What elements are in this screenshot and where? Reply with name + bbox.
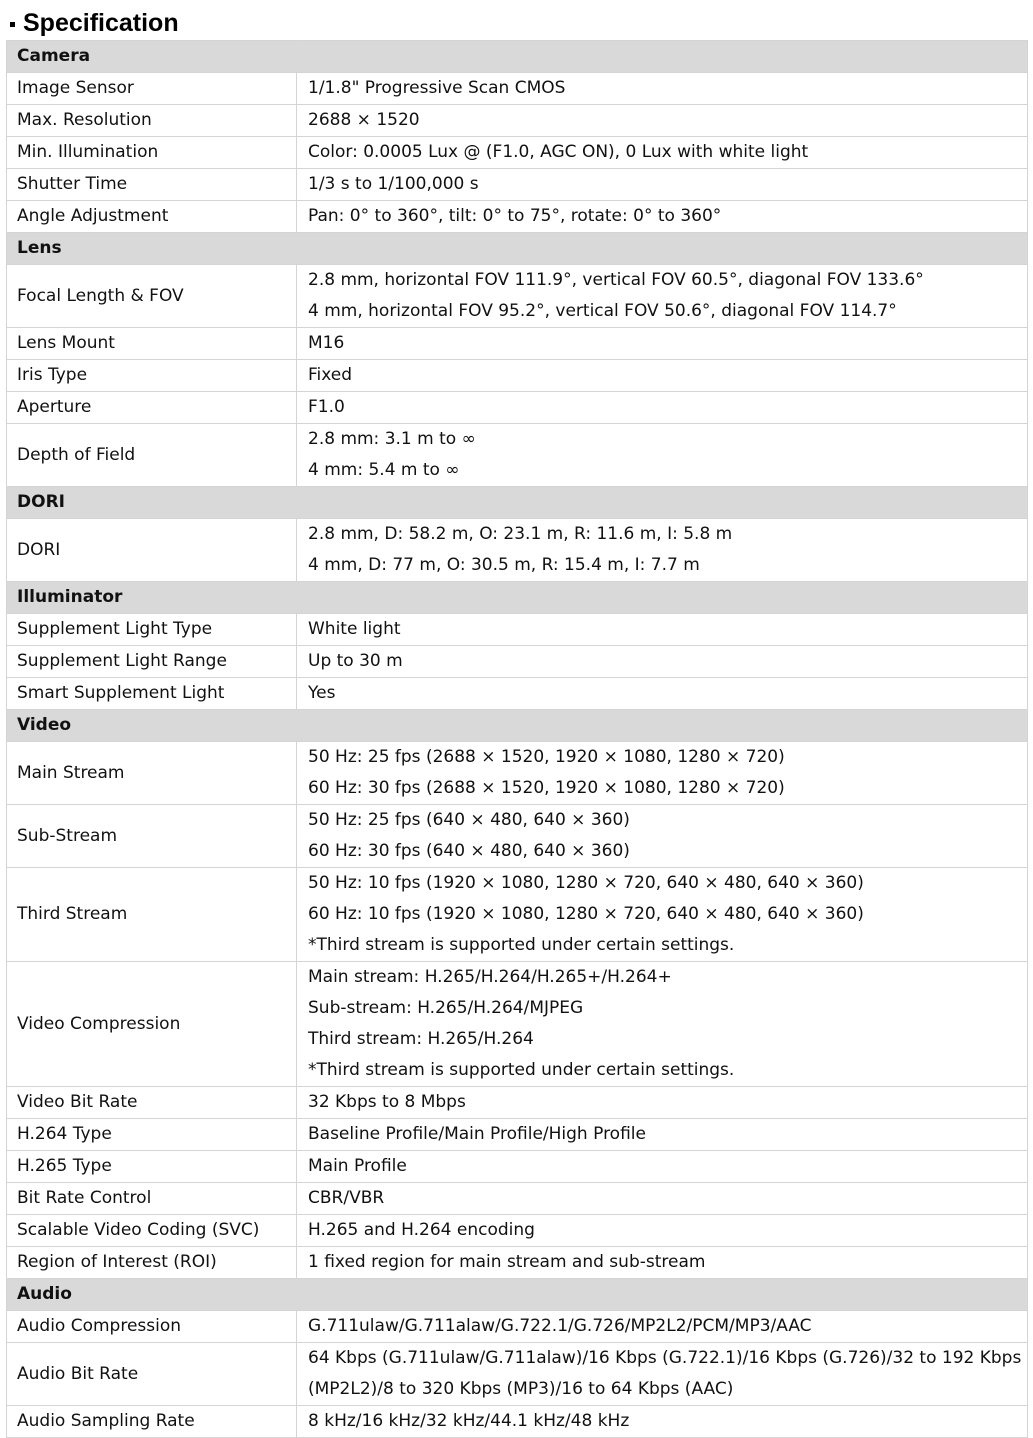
- spec-label: Focal Length & FOV: [7, 265, 297, 328]
- spec-value: [297, 105, 1028, 137]
- table-row: [7, 328, 1028, 360]
- spec-label: Video Bit Rate: [7, 1087, 297, 1119]
- section-title: DORI: [7, 487, 297, 519]
- spec-value: [297, 868, 1028, 962]
- spec-value: [297, 328, 1028, 360]
- spec-value-line: 50 Hz: 10 fps (1920 × 1080, 1280 × 720, 640 × 480, 640 × 360): [308, 873, 864, 893]
- spec-value: [297, 1311, 1028, 1343]
- spec-label: Bit Rate Control: [7, 1183, 297, 1215]
- spec-label: Region of Interest (ROI): [7, 1247, 297, 1279]
- spec-label: Supplement Light Type: [7, 614, 297, 646]
- spec-value-line: 60 Hz: 30 fps (2688 × 1520, 1920 × 1080, 1280 × 720): [308, 778, 785, 798]
- spec-value: [297, 1406, 1028, 1438]
- spec-value: [297, 169, 1028, 201]
- spec-label: Supplement Light Range: [7, 646, 297, 678]
- spec-value: [297, 201, 1028, 233]
- section-header-fill: [297, 710, 1028, 742]
- spec-value-line: 2.8 mm: 3.1 m to ∞: [308, 429, 476, 449]
- spec-label: Depth of Field: [7, 424, 297, 487]
- section-title: Video: [7, 710, 297, 742]
- table-row: [7, 1151, 1028, 1183]
- spec-value: [297, 646, 1028, 678]
- spec-value-line: 1/1.8" Progressive Scan CMOS: [308, 78, 566, 98]
- spec-value: [297, 73, 1028, 105]
- spec-value: [297, 1247, 1028, 1279]
- section-header-camera: [7, 41, 1028, 73]
- spec-value-line: 4 mm: 5.4 m to ∞: [308, 460, 460, 480]
- spec-label: Sub-Stream: [7, 805, 297, 868]
- spec-value: [297, 678, 1028, 710]
- spec-value: [297, 137, 1028, 169]
- spec-value-line: Yes: [308, 683, 336, 703]
- spec-label: Video Compression: [7, 962, 297, 1087]
- spec-value-line: 60 Hz: 30 fps (640 × 480, 640 × 360): [308, 841, 630, 861]
- section-header-audio: [7, 1279, 1028, 1311]
- spec-label: Audio Sampling Rate: [7, 1406, 297, 1438]
- spec-value-line: 8 kHz/16 kHz/32 kHz/44.1 kHz/48 kHz: [308, 1411, 630, 1431]
- spec-value: [297, 519, 1028, 582]
- spec-value: [297, 1183, 1028, 1215]
- spec-value-line: F1.0: [308, 397, 345, 417]
- spec-label: H.264 Type: [7, 1119, 297, 1151]
- spec-value-line: 32 Kbps to 8 Mbps: [308, 1092, 466, 1112]
- spec-label: Aperture: [7, 392, 297, 424]
- section-header-illuminator: [7, 582, 1028, 614]
- specification-table-body: [7, 41, 1028, 1438]
- bullet-icon: [10, 22, 15, 27]
- table-row: [7, 962, 1028, 1087]
- section-header-fill: [297, 1279, 1028, 1311]
- spec-value-line: Fixed: [308, 365, 353, 385]
- table-row: [7, 1119, 1028, 1151]
- spec-value-line: (MP2L2)/8 to 320 Kbps (MP3)/16 to 64 Kbps (AAC): [308, 1379, 734, 1399]
- table-row: [7, 742, 1028, 805]
- table-row: [7, 805, 1028, 868]
- table-row: [7, 519, 1028, 582]
- table-row: [7, 1183, 1028, 1215]
- spec-value-line: Up to 30 m: [308, 651, 403, 671]
- page-title-text: Specification: [23, 8, 179, 37]
- specification-table: [6, 40, 1028, 1438]
- table-row: [7, 1087, 1028, 1119]
- spec-label: Angle Adjustment: [7, 201, 297, 233]
- spec-value: [297, 1215, 1028, 1247]
- spec-value-line: H.265 and H.264 encoding: [308, 1220, 535, 1240]
- spec-value-line: Main stream: H.265/H.264/H.265+/H.264+: [308, 967, 672, 987]
- table-row: [7, 1247, 1028, 1279]
- table-row: [7, 646, 1028, 678]
- section-header-video: [7, 710, 1028, 742]
- spec-value: [297, 1087, 1028, 1119]
- spec-value-line: Pan: 0° to 360°, tilt: 0° to 75°, rotate: 0° to 360°: [308, 206, 722, 226]
- spec-value-line: *Third stream is supported under certain settings.: [308, 935, 735, 955]
- spec-label: Iris Type: [7, 360, 297, 392]
- table-row: [7, 1311, 1028, 1343]
- section-title: Illuminator: [7, 582, 297, 614]
- spec-value-line: 1 fixed region for main stream and sub-stream: [308, 1252, 706, 1272]
- page-title: [10, 6, 179, 40]
- spec-value-line: 60 Hz: 10 fps (1920 × 1080, 1280 × 720, 640 × 480, 640 × 360): [308, 904, 864, 924]
- spec-value: [297, 962, 1028, 1087]
- spec-value: [297, 360, 1028, 392]
- spec-value-line: 50 Hz: 25 fps (640 × 480, 640 × 360): [308, 810, 630, 830]
- spec-value-line: M16: [308, 333, 345, 353]
- section-header-dori: [7, 487, 1028, 519]
- spec-value-line: 2688 × 1520: [308, 110, 420, 130]
- table-row: [7, 169, 1028, 201]
- spec-value-line: 1/3 s to 1/100,000 s: [308, 174, 479, 194]
- table-row: [7, 137, 1028, 169]
- spec-value-line: CBR/VBR: [308, 1188, 385, 1208]
- table-row: [7, 392, 1028, 424]
- table-row: [7, 265, 1028, 328]
- spec-value-line: Baseline Profile/Main Profile/High Profile: [308, 1124, 646, 1144]
- spec-value: [297, 265, 1028, 328]
- spec-value-line: Sub-stream: H.265/H.264/MJPEG: [308, 998, 584, 1018]
- spec-label: Lens Mount: [7, 328, 297, 360]
- spec-value-line: 2.8 mm, D: 58.2 m, O: 23.1 m, R: 11.6 m, I: 5.8 m: [308, 524, 733, 544]
- spec-value: [297, 742, 1028, 805]
- spec-label: Image Sensor: [7, 73, 297, 105]
- spec-value-line: 4 mm, D: 77 m, O: 30.5 m, R: 15.4 m, I: 7.7 m: [308, 555, 700, 575]
- spec-value-line: 4 mm, horizontal FOV 95.2°, vertical FOV 50.6°, diagonal FOV 114.7°: [308, 301, 897, 321]
- spec-label: Min. Illumination: [7, 137, 297, 169]
- spec-value-line: 64 Kbps (G.711ulaw/G.711alaw)/16 Kbps (G.722.1)/16 Kbps (G.726)/32 to 192 Kbps: [308, 1348, 1022, 1368]
- table-row: [7, 201, 1028, 233]
- spec-value-line: Color: 0.0005 Lux @ (F1.0, AGC ON), 0 Lux with white light: [308, 142, 809, 162]
- spec-value: [297, 614, 1028, 646]
- spec-label: Scalable Video Coding (SVC): [7, 1215, 297, 1247]
- spec-label: Main Stream: [7, 742, 297, 805]
- section-header-fill: [297, 582, 1028, 614]
- table-row: [7, 868, 1028, 962]
- spec-value: [297, 1119, 1028, 1151]
- spec-value: [297, 1151, 1028, 1183]
- spec-label: DORI: [7, 519, 297, 582]
- section-header-fill: [297, 233, 1028, 265]
- spec-value: [297, 424, 1028, 487]
- table-row: [7, 614, 1028, 646]
- spec-value-line: Main Profile: [308, 1156, 407, 1176]
- spec-value-line: G.711ulaw/G.711alaw/G.722.1/G.726/MP2L2/PCM/MP3/AAC: [308, 1316, 812, 1336]
- spec-value-line: 2.8 mm, horizontal FOV 111.9°, vertical FOV 60.5°, diagonal FOV 133.6°: [308, 270, 924, 290]
- spec-value: [297, 805, 1028, 868]
- spec-value-line: Third stream: H.265/H.264: [308, 1029, 534, 1049]
- spec-label: Shutter Time: [7, 169, 297, 201]
- table-row: [7, 678, 1028, 710]
- spec-value: [297, 1343, 1028, 1406]
- table-row: [7, 105, 1028, 137]
- spec-value-line: 50 Hz: 25 fps (2688 × 1520, 1920 × 1080, 1280 × 720): [308, 747, 785, 767]
- section-title: Camera: [7, 41, 297, 73]
- section-header-fill: [297, 41, 1028, 73]
- spec-label: Third Stream: [7, 868, 297, 962]
- section-header-lens: [7, 233, 1028, 265]
- spec-label: Audio Bit Rate: [7, 1343, 297, 1406]
- spec-label: Audio Compression: [7, 1311, 297, 1343]
- spec-value-line: White light: [308, 619, 401, 639]
- table-row: [7, 73, 1028, 105]
- table-row: [7, 1215, 1028, 1247]
- table-row: [7, 1406, 1028, 1438]
- spec-label: Max. Resolution: [7, 105, 297, 137]
- spec-label: H.265 Type: [7, 1151, 297, 1183]
- section-header-fill: [297, 487, 1028, 519]
- spec-value: [297, 392, 1028, 424]
- section-title: Audio: [7, 1279, 297, 1311]
- table-row: [7, 1343, 1028, 1406]
- table-row: [7, 424, 1028, 487]
- table-row: [7, 360, 1028, 392]
- spec-value-line: *Third stream is supported under certain settings.: [308, 1060, 735, 1080]
- section-title: Lens: [7, 233, 297, 265]
- spec-label: Smart Supplement Light: [7, 678, 297, 710]
